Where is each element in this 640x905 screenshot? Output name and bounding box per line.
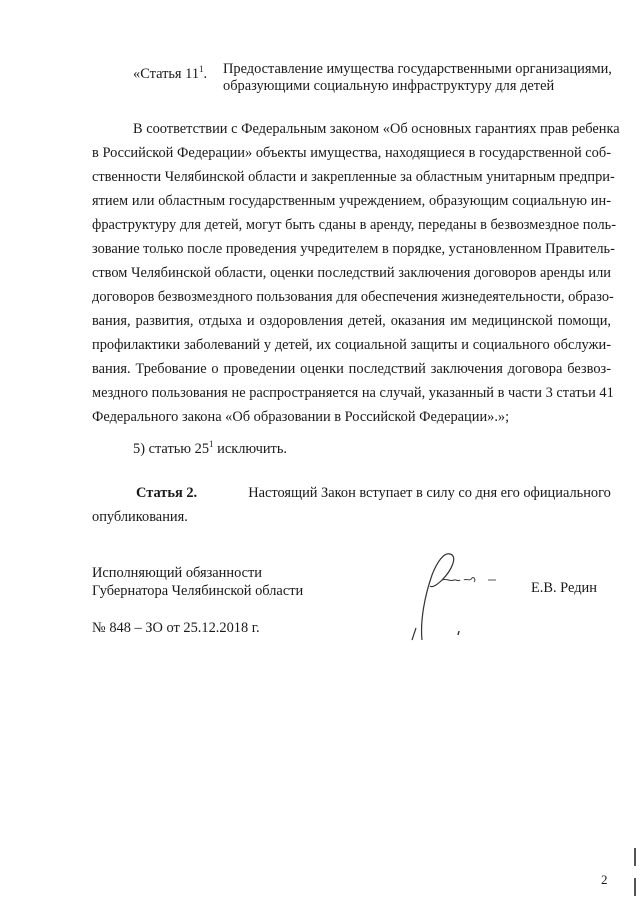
handwritten-signature xyxy=(392,540,512,650)
body-line: Федерального закона «Об образовании в Российской Федерации».»; xyxy=(92,409,510,425)
article-2-word: со xyxy=(458,485,472,501)
item-5: 5) статью $25^1$ исключить. xyxy=(133,439,287,457)
article-title-line-2: образующими социальную инфраструктуру для детей xyxy=(223,78,555,94)
body-line: ятием или областным государственным учреждением, образующим социальную ин- xyxy=(92,193,611,209)
article-2-line-2: опубликования. xyxy=(92,509,188,525)
article-title xyxy=(223,61,613,95)
article-2-word: вступает xyxy=(359,485,413,501)
margin-mark xyxy=(634,878,636,896)
article-2 xyxy=(92,481,611,529)
article-2-word: дня xyxy=(475,485,498,501)
signatory-position xyxy=(92,564,303,600)
article-2-word: Настоящий xyxy=(248,485,318,501)
article-2-word: Закон xyxy=(321,485,356,501)
body-line: В соответствии с Федеральным законом «Об основных гарантиях прав ребенка xyxy=(133,121,620,137)
registration-number: № 848 – ЗО от 25.12.2018 г. xyxy=(92,620,260,636)
body-line: профилактики заболеваний у детей, их социальной защиты и социального обслужи- xyxy=(92,337,611,353)
body-line: вания, развития, отдыха и оздоровления детей, оказания им медицинской помощи, xyxy=(92,313,611,329)
body-line: мездного пользования не распространяется на случай, указанный в части 3 статьи 41 xyxy=(92,385,614,401)
article-2-line-1 xyxy=(92,481,611,505)
article-number: «Статья $11^1$. xyxy=(133,64,208,82)
article-body xyxy=(92,117,620,429)
body-line: фраструктуру для детей, могут быть сданы в аренду, переданы в безвозмездное поль- xyxy=(92,217,616,233)
article-2-word: в xyxy=(416,485,423,501)
signatory-name: Е.В. Редин xyxy=(531,580,597,596)
margin-mark xyxy=(634,848,636,866)
article-2-word: силу xyxy=(426,485,455,501)
body-line: вания. Требование о проведении оценки последствий заключения договора безвоз- xyxy=(92,361,611,377)
article-2-label: Статья 2. xyxy=(136,485,198,501)
article-title-line-1: Предоставление имущества государственными организациями, xyxy=(223,61,612,77)
body-line: в Российской Федерации» объекты имущества, находящиеся в государственной соб- xyxy=(92,145,611,161)
body-line: ственности Челябинской области и закрепленные за областным унитарным предпри- xyxy=(92,169,615,185)
article-2-word: его xyxy=(500,485,520,501)
body-line: договоров безвозмездного пользования для обеспечения жизнедеятельности, образо- xyxy=(92,289,614,305)
page-number: 2 xyxy=(601,872,608,887)
position-line-1: Исполняющий обязанности xyxy=(92,565,263,581)
body-line: зование только после проведения учредителем в порядке, установленном Правитель- xyxy=(92,241,615,257)
article-2-word: официального xyxy=(523,485,611,501)
position-line-2: Губернатора Челябинской области xyxy=(92,583,304,599)
body-line: ством Челябинской области, оценки последствий заключения договоров аренды или xyxy=(92,265,611,281)
